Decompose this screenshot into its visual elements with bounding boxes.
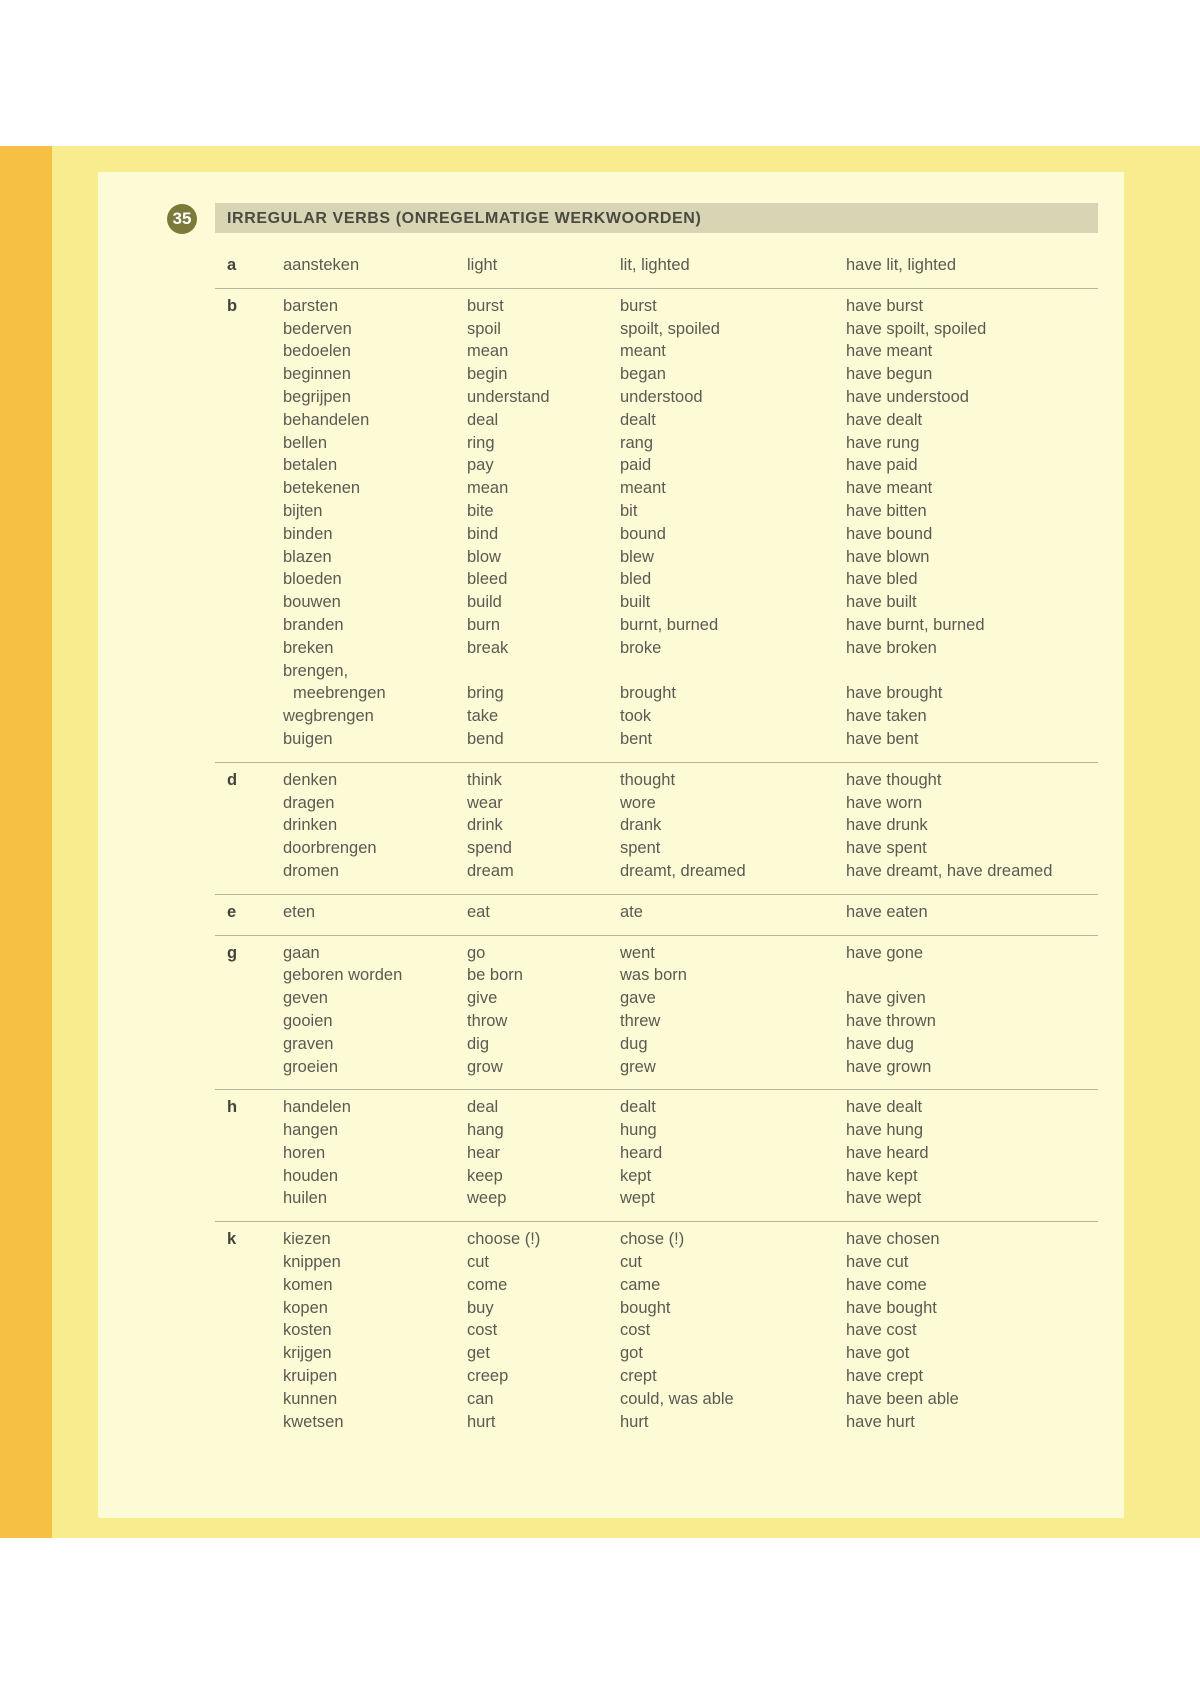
dutch-verb: horen [283,1143,326,1162]
verb-row [215,454,1098,477]
section-title: IRREGULAR VERBS (ONREGELMATIGE WERKWOORDEN) [215,203,1098,233]
english-participle: have burnt, burned [846,615,985,634]
english-present: drink [467,816,503,835]
english-past: rang [620,433,654,452]
english-past: drank [620,816,662,835]
group-letter [215,705,283,728]
dutch-verb: geboren worden [283,966,403,985]
english-participle: have blown [846,547,930,566]
group-letter [215,523,283,546]
english-present: be born [467,966,523,985]
english-past: bled [620,570,652,589]
dutch-verb: kopen [283,1298,328,1317]
english-participle: have heard [846,1143,929,1162]
verb-row [215,705,1098,728]
verb-row [215,318,1098,341]
english-past: dealt [620,1098,656,1117]
group-letter [215,1165,283,1188]
english-participle: have bitten [846,501,927,520]
group-letter [215,637,283,660]
dutch-verb: bouwen [283,593,341,612]
verb-row [215,614,1098,637]
group-letter [215,340,283,363]
verb-row [215,814,1098,837]
english-past: was born [620,966,687,985]
dutch-verb: doorbrengen [283,839,377,858]
english-present: hear [467,1143,501,1162]
english-participle: have brought [846,684,943,703]
english-present [467,660,620,683]
group-letter [215,682,283,705]
english-past: dealt [620,410,656,429]
verb-row [215,1319,1098,1342]
english-participle: have come [846,1275,927,1294]
english-participle: have drunk [846,816,928,835]
verb-row [215,1297,1098,1320]
english-participle: have dug [846,1034,914,1053]
english-past: spoilt, spoiled [620,319,720,338]
english-past: got [620,1344,643,1363]
english-past: hung [620,1121,657,1140]
verb-row [215,1165,1098,1188]
english-present: mean [467,479,509,498]
english-past: cut [620,1253,643,1272]
verb-row [215,837,1098,860]
english-participle: have hung [846,1121,924,1140]
english-participle: have taken [846,707,927,726]
verb-row [215,860,1098,883]
dutch-verb: behandelen [283,410,370,429]
english-past: began [620,365,666,384]
group-letter [215,1056,283,1079]
group-letter [215,1251,283,1274]
dutch-verb: blazen [283,547,332,566]
verb-row [215,1142,1098,1165]
english-past: built [620,593,651,612]
verb-row [215,1119,1098,1142]
verb-row [215,792,1098,815]
dutch-verb: brengen, [283,661,349,680]
english-present: spend [467,839,512,858]
english-participle: have chosen [846,1230,940,1249]
dutch-verb: houden [283,1166,339,1185]
english-present: can [467,1389,494,1408]
english-participle: have hurt [846,1412,915,1431]
english-past: threw [620,1011,661,1030]
group-letter: h [227,1098,238,1117]
dutch-verb: betalen [283,456,338,475]
dutch-verb: groeien [283,1057,339,1076]
english-participle: have worn [846,793,923,812]
english-present: begin [467,365,508,384]
english-participle: have bound [846,524,933,543]
section-number-badge: 35 [167,204,197,234]
english-present: cut [467,1253,490,1272]
group-letter [215,1388,283,1411]
group-letter: d [227,770,238,789]
english-participle: have eaten [846,902,928,921]
english-present: choose (!) [467,1230,541,1249]
group-letter [215,477,283,500]
english-present: dig [467,1034,490,1053]
group-letter [215,318,283,341]
verb-row [215,363,1098,386]
dutch-verb: hangen [283,1121,339,1140]
verb-row [215,1033,1098,1056]
english-participle: have gone [846,943,924,962]
english-past: grew [620,1057,656,1076]
group-letter [215,1365,283,1388]
verb-row [215,568,1098,591]
english-participle: have spent [846,839,927,858]
group-letter [215,987,283,1010]
verb-row [215,409,1098,432]
dutch-verb: graven [283,1034,334,1053]
english-past: took [620,707,652,726]
english-participle: have bled [846,570,918,589]
dutch-verb: barsten [283,296,339,315]
verb-row [215,340,1098,363]
dutch-verb: buigen [283,729,333,748]
english-present: hang [467,1121,504,1140]
group-letter [215,860,283,883]
verb-row [215,1274,1098,1297]
verb-row [215,728,1098,751]
dutch-verb: bedoelen [283,342,351,361]
dutch-verb: gaan [283,943,320,962]
english-past: wept [620,1189,655,1208]
dutch-verb: eten [283,902,316,921]
group-letter [215,837,283,860]
dutch-verb: meebrengen [293,684,386,703]
dutch-verb: komen [283,1275,333,1294]
group-letter [215,500,283,523]
english-participle: have kept [846,1166,918,1185]
english-past: lit, lighted [620,256,690,274]
english-participle: have dealt [846,410,923,429]
dutch-verb: breken [283,638,334,657]
group-letter [215,568,283,591]
english-present: dream [467,861,514,880]
english-participle: have cost [846,1321,917,1340]
english-past: gave [620,989,656,1008]
english-present: cost [467,1321,498,1340]
verb-row [215,1228,1098,1251]
english-present: ring [467,433,495,452]
verb-row [215,1365,1098,1388]
english-participle: have understood [846,387,969,406]
group-letter [215,1119,283,1142]
verb-row [215,477,1098,500]
group-letter [215,1297,283,1320]
english-past: meant [620,479,666,498]
english-past: bent [620,729,653,748]
english-participle [846,964,1098,987]
letter-group-a [215,248,1098,289]
verb-row [215,254,1098,277]
group-letter [215,591,283,614]
dutch-verb: gooien [283,1011,333,1030]
english-present: burst [467,296,504,315]
english-past: blew [620,547,654,566]
english-participle: have meant [846,342,933,361]
english-present: light [467,256,498,274]
verb-row [215,500,1098,523]
group-letter [215,728,283,751]
dutch-verb: kosten [283,1321,332,1340]
english-present: keep [467,1166,503,1185]
english-present: pay [467,456,494,475]
dutch-verb: knippen [283,1253,341,1272]
dutch-verb: kiezen [283,1230,331,1249]
english-present: grow [467,1057,503,1076]
letter-group-h [215,1090,1098,1222]
english-present: burn [467,615,501,634]
english-participle: have cut [846,1253,909,1272]
letter-group-b [215,289,1098,763]
english-past: hurt [620,1412,649,1431]
english-past: meant [620,342,666,361]
english-past: paid [620,456,652,475]
group-letter [215,1033,283,1056]
group-letter [215,660,283,683]
verb-row [215,942,1098,965]
letter-group-k [215,1222,1098,1444]
english-present: hurt [467,1412,496,1431]
dutch-verb: bijten [283,501,323,520]
english-present: weep [467,1189,507,1208]
verb-row [215,546,1098,569]
group-letter [215,1342,283,1365]
dutch-verb: bellen [283,433,328,452]
verb-row [215,660,1098,683]
english-participle: have grown [846,1057,932,1076]
group-letter: g [227,943,238,962]
english-participle: have dealt [846,1098,923,1117]
english-participle: have been able [846,1389,959,1408]
english-present: eat [467,902,490,921]
english-present: bite [467,501,494,520]
dutch-verb: krijgen [283,1344,332,1363]
english-present: build [467,593,502,612]
english-present: deal [467,410,499,429]
english-participle: have wept [846,1189,922,1208]
verb-row [215,987,1098,1010]
verb-row [215,1187,1098,1210]
english-participle: have dreamt, have dreamed [846,861,1053,880]
english-present: bind [467,524,499,543]
dutch-verb: binden [283,524,333,543]
verb-row [215,432,1098,455]
dutch-verb: handelen [283,1098,351,1117]
group-letter [215,1142,283,1165]
english-present: spoil [467,319,501,338]
group-letter [215,1319,283,1342]
english-present: bleed [467,570,508,589]
english-participle: have got [846,1344,910,1363]
english-past: crept [620,1367,657,1386]
dutch-verb: branden [283,615,344,634]
english-past: chose (!) [620,1230,685,1249]
group-letter [215,454,283,477]
verb-row [215,1096,1098,1119]
english-present: get [467,1344,490,1363]
english-present: bring [467,684,504,703]
verb-row [215,964,1098,987]
dutch-verb: kwetsen [283,1412,344,1431]
english-past: broke [620,638,662,657]
english-participle: have paid [846,456,918,475]
english-past: could, was able [620,1389,734,1408]
dutch-verb: dragen [283,793,335,812]
english-participle: have bought [846,1298,937,1317]
dutch-verb: geven [283,989,328,1008]
dutch-verb: dromen [283,861,339,880]
dutch-verb: begrijpen [283,387,351,406]
verb-row [215,1411,1098,1434]
dutch-verb: beginnen [283,365,351,384]
english-participle: have thrown [846,1011,936,1030]
verb-row [215,295,1098,318]
english-past: bound [620,524,666,543]
dutch-verb: denken [283,770,338,789]
english-present: buy [467,1298,494,1317]
english-past [620,660,846,683]
english-past: cost [620,1321,651,1340]
verb-row [215,637,1098,660]
english-past: spent [620,839,661,858]
english-past: understood [620,387,703,406]
dutch-verb: aansteken [283,256,360,274]
english-past: wore [620,793,656,812]
english-participle: have rung [846,433,920,452]
english-present: bend [467,729,504,748]
english-participle: have lit, lighted [846,256,957,274]
verb-row [215,682,1098,705]
english-past: thought [620,770,676,789]
verb-row [215,1342,1098,1365]
english-participle: have begun [846,365,933,384]
group-letter [215,614,283,637]
dutch-verb: drinken [283,816,338,835]
english-participle: have built [846,593,917,612]
group-letter [215,386,283,409]
dutch-verb: huilen [283,1189,328,1208]
letter-group-e [215,895,1098,936]
english-present: come [467,1275,508,1294]
group-letter [215,1187,283,1210]
side-color-bar [0,146,52,1538]
english-present: go [467,943,486,962]
verb-row [215,1251,1098,1274]
dutch-verb: wegbrengen [283,707,374,726]
verb-row [215,591,1098,614]
english-participle [846,660,1098,683]
group-letter: b [227,296,238,315]
group-letter [215,546,283,569]
dutch-verb: kruipen [283,1367,338,1386]
english-present: take [467,707,499,726]
dutch-verb: betekenen [283,479,361,498]
group-letter [215,409,283,432]
english-participle: have bent [846,729,919,748]
english-participle: have spoilt, spoiled [846,319,987,338]
english-past: burst [620,296,657,315]
english-present: give [467,989,498,1008]
group-letter [215,814,283,837]
verb-table [215,248,1098,1444]
dutch-verb: bloeden [283,570,342,589]
english-present: understand [467,387,550,406]
verb-row [215,901,1098,924]
verb-row [215,1010,1098,1033]
english-participle: have crept [846,1367,924,1386]
verb-row [215,1056,1098,1079]
english-participle: have burst [846,296,924,315]
group-letter: a [227,256,237,274]
english-past: kept [620,1166,652,1185]
english-participle: have given [846,989,926,1008]
english-past: ate [620,902,643,921]
english-past: went [620,943,655,962]
english-participle: have thought [846,770,942,789]
english-past: dug [620,1034,648,1053]
english-past: bit [620,501,638,520]
verb-row [215,523,1098,546]
english-present: deal [467,1098,499,1117]
group-letter [215,792,283,815]
english-participle: have broken [846,638,937,657]
group-letter: e [227,902,237,921]
verb-row [215,769,1098,792]
verb-row [215,386,1098,409]
english-participle: have meant [846,479,933,498]
group-letter [215,432,283,455]
english-present: creep [467,1367,509,1386]
english-past: heard [620,1143,663,1162]
group-letter: k [227,1230,237,1249]
dutch-verb: kunnen [283,1389,338,1408]
english-present: throw [467,1011,508,1030]
english-present: blow [467,547,501,566]
english-past: brought [620,684,676,703]
english-past: burnt, burned [620,615,719,634]
english-present: break [467,638,509,657]
english-present: think [467,770,502,789]
group-letter [215,1010,283,1033]
dutch-verb: bederven [283,319,352,338]
english-past: bought [620,1298,671,1317]
group-letter [215,1411,283,1434]
verb-row [215,1388,1098,1411]
letter-group-g [215,936,1098,1091]
group-letter [215,1274,283,1297]
group-letter [215,964,283,987]
letter-group-d [215,763,1098,895]
english-past: dreamt, dreamed [620,861,746,880]
group-letter [215,363,283,386]
english-present: wear [467,793,503,812]
english-past: came [620,1275,661,1294]
english-present: mean [467,342,509,361]
